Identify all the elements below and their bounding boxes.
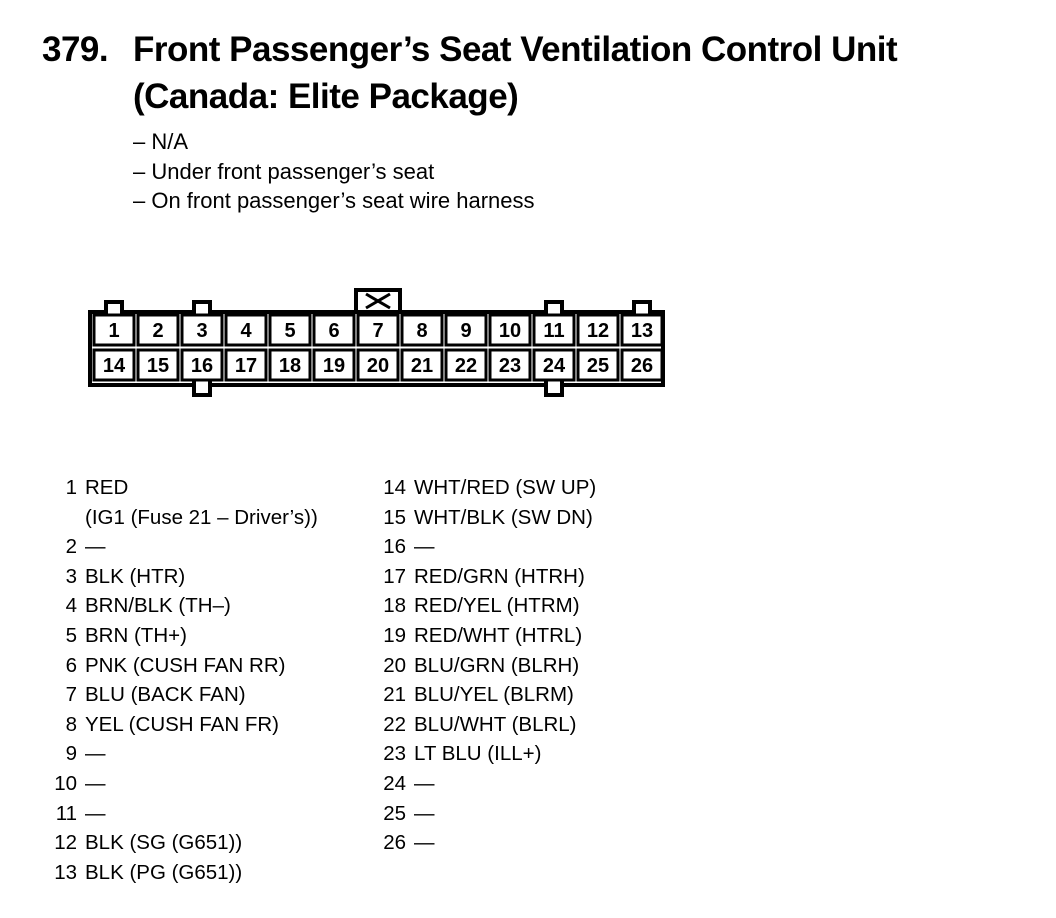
pin-wire-description: BLK (PG (G651)) (85, 860, 243, 884)
pin-wire-description: WHT/BLK (SW DN) (414, 505, 593, 529)
pin-label: 9 (460, 320, 472, 342)
pin-wire-description: PNK (CUSH FAN RR) (85, 653, 286, 677)
pin-number: 12 (54, 831, 77, 855)
pin-wire-description: RED/YEL (HTRM) (414, 594, 580, 618)
pin-row (44, 739, 318, 769)
pin-row (44, 769, 318, 799)
pin-number: 8 (65, 712, 77, 736)
pin-number: 2 (65, 535, 77, 559)
page-subtitle: (Canada: Elite Package) (133, 77, 519, 116)
pin-list-left (44, 473, 318, 887)
pin-row (376, 828, 596, 858)
pin-row (44, 562, 318, 592)
pin-list-right (376, 473, 596, 858)
pin-row (376, 562, 596, 592)
pin-number: 15 (383, 505, 406, 529)
pin-label: 17 (234, 355, 258, 377)
pin-row (376, 591, 596, 621)
pin-number: 13 (54, 860, 77, 884)
component-info (133, 127, 535, 216)
pin-row (376, 651, 596, 681)
pin-wire-description: BRN/BLK (TH–) (85, 594, 231, 618)
pin-label: 6 (328, 320, 340, 342)
pin-wire-description: WHT/RED (SW UP) (414, 476, 597, 499)
pin-row (44, 651, 318, 681)
pin-wire-description: BLU/WHT (BLRL) (414, 712, 577, 736)
section-number: 379. (42, 30, 109, 69)
pin-wire-description: — (85, 801, 106, 825)
pin-row (44, 591, 318, 621)
pin-label: 4 (240, 320, 252, 342)
pin-label: 14 (102, 355, 126, 377)
pin-number: 23 (383, 742, 406, 766)
pin-row (376, 799, 596, 829)
pin-wire-description-continued: (IG1 (Fuse 21 – Driver’s)) (85, 505, 318, 529)
pin-label: 19 (322, 355, 346, 377)
pin-wire-description: — (85, 742, 106, 766)
pin-number: 10 (54, 771, 77, 795)
pin-label: 2 (152, 320, 164, 342)
pin-label: 21 (410, 355, 434, 377)
pin-label: 24 (542, 355, 566, 377)
pin-label: 18 (278, 355, 302, 377)
pin-label: 22 (454, 355, 478, 377)
pin-label: 15 (146, 355, 170, 377)
pin-label: 5 (284, 320, 296, 342)
part-number: – N/A (133, 129, 189, 154)
connector-lock-tab-fill (196, 381, 208, 389)
pin-label: 7 (372, 320, 384, 342)
component-location: – Under front passenger’s seat (133, 158, 435, 184)
pin-wire-description: RED/WHT (HTRL) (414, 623, 583, 647)
pin-row (376, 680, 596, 710)
pin-wire-description: BLK (SG (G651)) (85, 831, 243, 855)
pin-number: 18 (383, 594, 406, 618)
pin-wire-description: RED/GRN (HTRH) (414, 564, 585, 588)
pin-wire-description: — (414, 771, 435, 795)
pin-wire-description: — (85, 771, 106, 795)
pin-row (376, 503, 596, 533)
pin-wire-description: — (414, 831, 435, 855)
pin-number: 11 (55, 801, 77, 825)
pin-label: 26 (630, 355, 654, 377)
page-title: Front Passenger’s Seat Ventilation Control Unit (133, 30, 898, 69)
pin-wire-description: BLK (HTR) (85, 564, 186, 588)
pin-number: 7 (65, 683, 77, 707)
pin-label: 20 (366, 355, 390, 377)
pin-label: 10 (498, 320, 522, 342)
pin-row (376, 473, 596, 503)
connector-lock-tab-fill (548, 381, 560, 389)
pin-label: 11 (543, 320, 565, 342)
pin-row (44, 532, 318, 562)
pin-number: 4 (65, 594, 77, 618)
pin-label: 16 (190, 355, 214, 377)
pin-wire-description: BLU/GRN (BLRH) (414, 653, 580, 677)
pin-row (44, 710, 318, 740)
pin-label: 25 (586, 355, 610, 377)
pin-number: 6 (65, 653, 77, 677)
pin-row (44, 828, 318, 858)
pin-wire-description: LT BLU (ILL+) (414, 742, 542, 766)
pin-number: 5 (65, 623, 77, 647)
pin-wire-description: — (85, 535, 106, 559)
pin-row (44, 680, 318, 710)
pin-row (376, 621, 596, 651)
pin-row (44, 473, 318, 503)
pin-row (376, 532, 596, 562)
pin-wire-description: YEL (CUSH FAN FR) (85, 712, 280, 736)
pin-row (376, 769, 596, 799)
pin-label: 12 (586, 320, 610, 342)
pin-number: 9 (65, 742, 77, 766)
pin-wire-description: BRN (TH+) (85, 623, 187, 647)
pin-wire-description: BLU (BACK FAN) (85, 683, 246, 707)
pin-row (376, 739, 596, 769)
pin-wire-description: — (414, 535, 435, 559)
pin-number: 22 (383, 712, 406, 736)
pin-label: 8 (416, 320, 428, 342)
pin-wire-description: RED (85, 476, 129, 499)
pin-number: 14 (383, 476, 406, 499)
pin-number: 26 (383, 831, 406, 855)
pin-row (44, 858, 318, 888)
pin-number: 24 (383, 771, 406, 795)
pin-number: 16 (383, 535, 406, 559)
pin-number: 1 (65, 476, 77, 499)
pin-number: 21 (383, 683, 406, 707)
connector-diagram (84, 286, 674, 398)
pin-wire-description: — (414, 801, 435, 825)
pin-label: 3 (196, 320, 208, 342)
pin-label: 1 (108, 320, 120, 342)
pin-number: 20 (383, 653, 406, 677)
pin-row (44, 799, 318, 829)
pin-wire-description: BLU/YEL (BLRM) (414, 683, 574, 707)
pin-number: 19 (383, 623, 406, 647)
harness-location: – On front passenger’s seat wire harness (133, 188, 535, 213)
pin-number: 25 (383, 801, 406, 825)
pin-number: 17 (383, 564, 406, 588)
pin-label: 13 (630, 320, 654, 342)
pin-label: 23 (498, 355, 522, 377)
pin-row (44, 621, 318, 651)
pin-row (376, 710, 596, 740)
pin-number: 3 (65, 564, 77, 588)
